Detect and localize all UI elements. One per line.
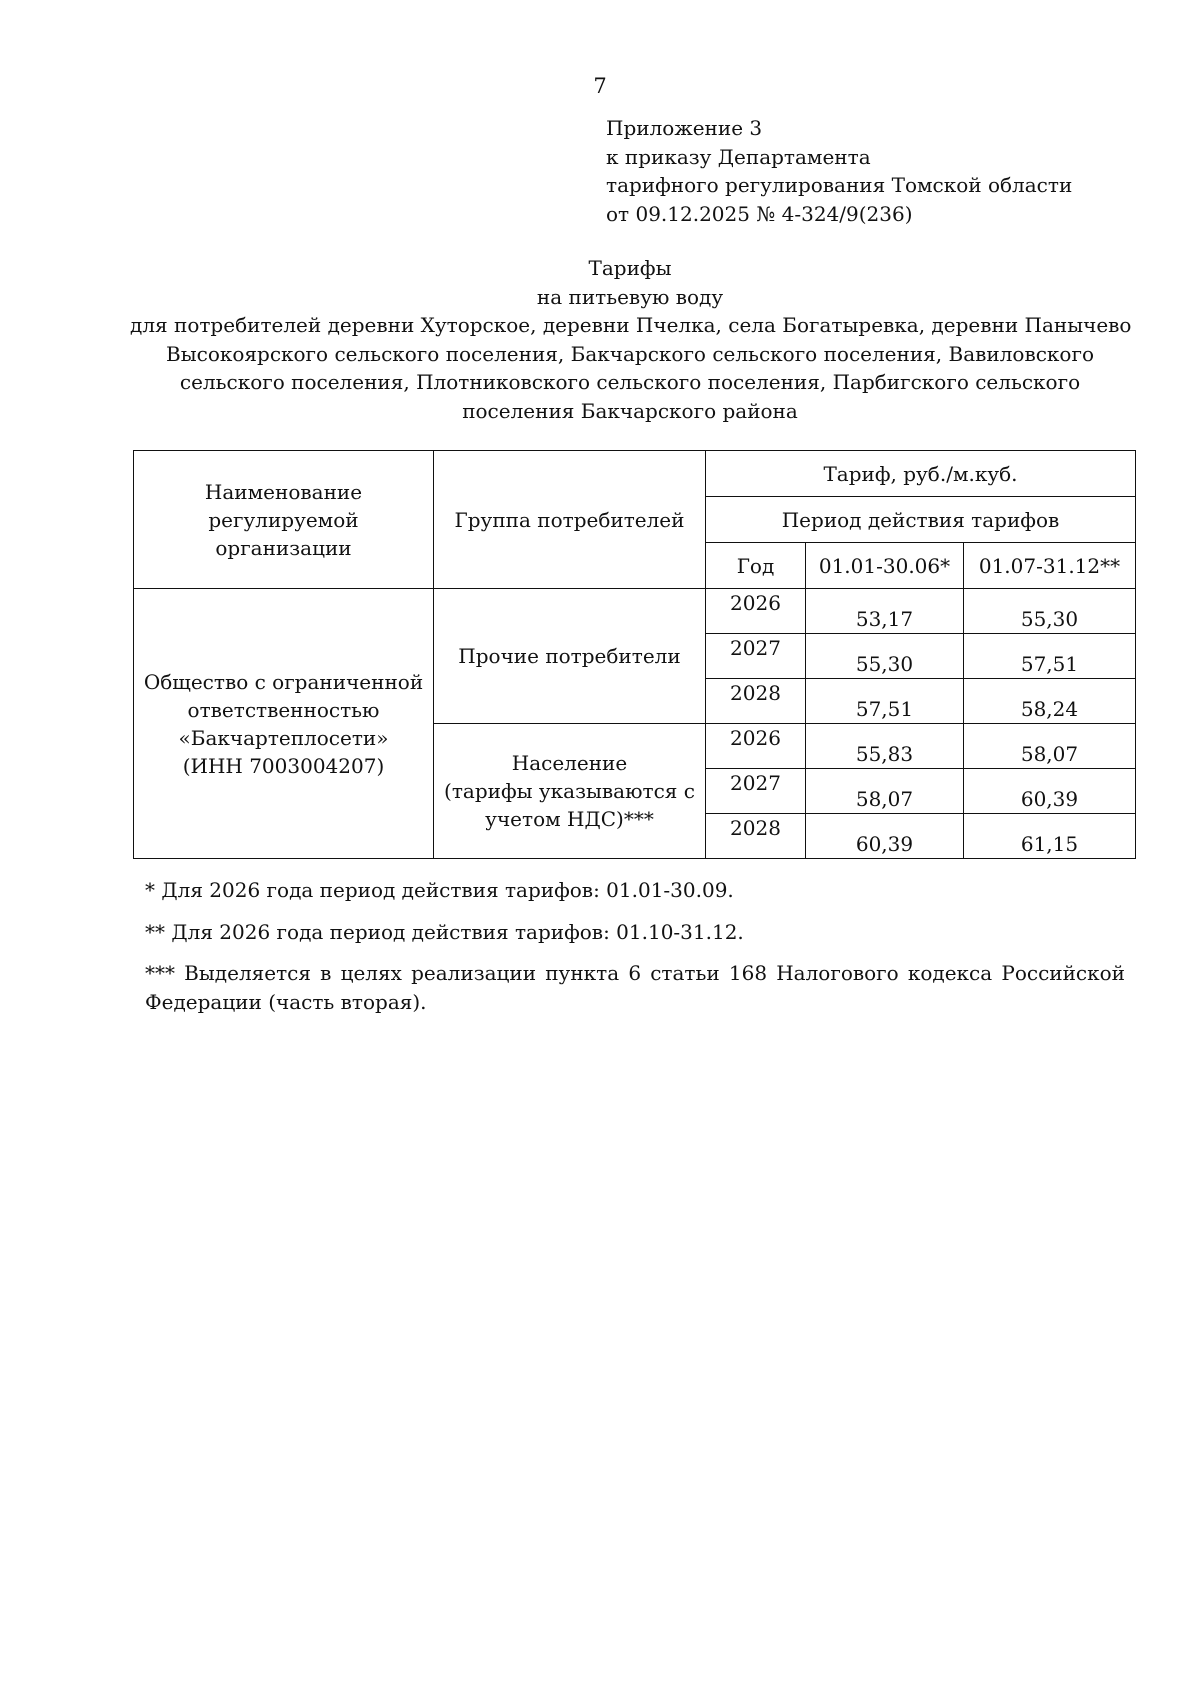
tariff-value: 60,39 xyxy=(806,814,964,859)
consumer-group-population xyxy=(434,724,706,859)
title-line-1: Тарифы xyxy=(588,256,672,280)
population-line-2: (тарифы указываются с xyxy=(444,779,695,803)
organization-line-1: Общество с ограниченной xyxy=(143,669,424,694)
title-line-5: сельского поселения, Плотниковского сельского поселения, Парбигского сельского xyxy=(179,370,1081,394)
title-line-3: для потребителей деревни Хуторское, деревни Пчелка, села Богатыревка, деревни Панычево xyxy=(130,313,1132,337)
organization-line-2: ответственностью xyxy=(187,697,380,722)
appendix-line-2: к приказу Департамента xyxy=(606,144,871,169)
tariff-value: 58,07 xyxy=(964,724,1136,769)
organization-cell xyxy=(134,589,434,859)
header-organization: Наименование регулируемой организации xyxy=(134,451,434,589)
year-cell: 2028 xyxy=(706,679,806,724)
footnotes xyxy=(145,876,1125,1029)
footnote-2: ** Для 2026 года период действия тарифов: 01.10-31.12. xyxy=(145,919,744,944)
tariff-value: 58,24 xyxy=(964,679,1136,724)
header-period-2: 01.07-31.12** xyxy=(964,543,1136,589)
footnote-1: * Для 2026 года период действия тарифов: 01.01-30.09. xyxy=(145,878,734,902)
tariff-value: 55,83 xyxy=(806,724,964,769)
tariff-value: 55,30 xyxy=(964,589,1136,634)
consumer-group-other: Прочие потребители xyxy=(434,589,706,724)
appendix-line-3: тарифного регулирования Томской области xyxy=(606,173,1073,197)
document-title xyxy=(130,254,1130,425)
header-consumer-group: Группа потребителей xyxy=(434,451,706,589)
tariff-value: 57,51 xyxy=(806,679,964,724)
year-cell: 2028 xyxy=(706,814,806,859)
year-cell: 2026 xyxy=(706,724,806,769)
header-tariff: Тариф, руб./м.куб. xyxy=(706,451,1136,497)
footnote-3: *** Выделяется в целях реализации пункта 6 статьи 168 Налогового кодекса Российской Федерации (часть вторая). xyxy=(145,961,1125,1014)
tariff-table xyxy=(133,450,1136,859)
year-cell: 2027 xyxy=(706,634,806,679)
tariff-value: 53,17 xyxy=(806,589,964,634)
appendix-header xyxy=(606,114,1072,228)
appendix-line-4: от 09.12.2025 № 4-324/9(236) xyxy=(606,201,913,226)
population-line-1: Население xyxy=(511,751,628,775)
title-line-6: поселения Бакчарского района xyxy=(462,398,798,423)
organization-line-4: (ИНН 7003004207) xyxy=(182,753,385,778)
title-line-2: на питьевую воду xyxy=(536,284,724,309)
tariff-value: 60,39 xyxy=(964,769,1136,814)
header-period-1: 01.01-30.06* xyxy=(806,543,964,589)
population-line-3: учетом НДС)*** xyxy=(485,807,654,831)
table-row xyxy=(134,589,1136,634)
tariff-value: 55,30 xyxy=(806,634,964,679)
tariff-value: 61,15 xyxy=(964,814,1136,859)
tariff-value: 58,07 xyxy=(806,769,964,814)
header-row-1 xyxy=(134,451,1136,497)
title-line-4: Высокоярского сельского поселения, Бакчарского сельского поселения, Вавиловского xyxy=(166,341,1094,366)
year-cell: 2026 xyxy=(706,589,806,634)
header-period: Период действия тарифов xyxy=(706,497,1136,543)
tariff-value: 57,51 xyxy=(964,634,1136,679)
page-number: 7 xyxy=(593,74,607,98)
appendix-line-1: Приложение 3 xyxy=(606,116,763,140)
year-cell: 2027 xyxy=(706,769,806,814)
header-year: Год xyxy=(706,543,806,589)
organization-line-3: «Бакчартеплосети» xyxy=(178,725,389,750)
